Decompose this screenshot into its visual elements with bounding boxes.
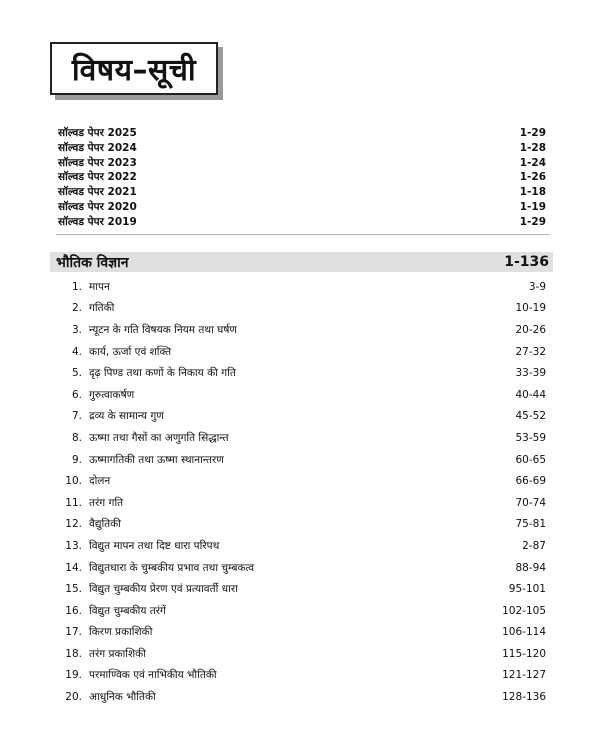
chapter-pages: 115-120 xyxy=(502,647,546,660)
chapter-pages: 106-114 xyxy=(502,626,546,639)
solved-paper-row xyxy=(58,126,546,141)
solved-paper-row xyxy=(58,156,546,171)
chapter-title: कार्य, ऊर्जा एवं शक्ति xyxy=(89,345,172,358)
solved-paper-pages: 1-24 xyxy=(519,156,546,169)
chapter-title: गतिकी xyxy=(89,302,115,315)
chapter-number: 14. xyxy=(65,561,82,574)
chapter-pages: 33-39 xyxy=(515,367,546,380)
chapter-pages: 40-44 xyxy=(515,388,546,401)
contents-heading-box xyxy=(50,42,218,95)
section-pages: 1-136 xyxy=(504,254,549,270)
chapter-title: गुरुत्वाकर्षण xyxy=(89,388,135,401)
chapter-row xyxy=(60,276,546,298)
chapter-row xyxy=(60,535,546,557)
chapter-pages: 60-65 xyxy=(515,453,546,466)
solved-paper-pages: 1-19 xyxy=(519,200,546,213)
chapter-number: 8. xyxy=(71,431,82,444)
solved-paper-pages: 1-18 xyxy=(519,186,546,199)
chapter-number: 10. xyxy=(65,475,82,488)
chapter-row xyxy=(60,557,546,579)
chapter-title: द्रव्य के सामान्य गुण xyxy=(89,410,164,423)
chapter-row xyxy=(60,686,546,708)
chapter-row xyxy=(60,600,546,622)
section-title: भौतिक विज्ञान xyxy=(56,254,129,271)
solved-paper-pages: 1-29 xyxy=(519,215,546,228)
chapter-row xyxy=(60,406,546,428)
chapter-title: विद्युत चुम्बकीय तरंगें xyxy=(89,604,166,617)
section-header xyxy=(50,252,553,272)
chapter-number: 6. xyxy=(71,388,82,401)
chapter-row xyxy=(60,362,546,384)
chapter-title: ऊष्मागतिकी तथा ऊष्मा स्थानान्तरण xyxy=(89,453,224,466)
chapter-number: 7. xyxy=(71,410,82,423)
chapter-pages: 45-52 xyxy=(515,410,546,423)
solved-paper-label: सॉल्वड पेपर 2023 xyxy=(58,156,137,169)
chapter-row xyxy=(60,622,546,644)
solved-paper-label: सॉल्वड पेपर 2024 xyxy=(58,141,137,154)
solved-papers-list xyxy=(58,126,546,230)
chapter-number: 17. xyxy=(65,626,82,639)
chapter-row xyxy=(60,514,546,536)
chapter-row xyxy=(60,319,546,341)
chapter-pages: 66-69 xyxy=(515,475,546,488)
solved-paper-row xyxy=(58,200,546,215)
chapter-number: 4. xyxy=(71,345,82,358)
solved-paper-row xyxy=(58,215,546,230)
divider xyxy=(56,234,550,235)
chapter-number: 18. xyxy=(65,647,82,660)
chapter-number: 12. xyxy=(65,518,82,531)
chapter-pages: 88-94 xyxy=(515,561,546,574)
chapter-title: परमाण्विक एवं नाभिकीय भौतिकी xyxy=(89,669,217,682)
chapter-number: 16. xyxy=(65,604,82,617)
chapter-title: ऊष्मा तथा गैसों का अणुगति सिद्धान्त xyxy=(89,431,229,444)
chapter-pages: 2-87 xyxy=(522,539,546,552)
chapter-pages: 121-127 xyxy=(502,669,546,682)
chapter-title: दोलन xyxy=(89,475,111,488)
chapter-number: 9. xyxy=(71,453,82,466)
solved-paper-row xyxy=(58,185,546,200)
chapter-title: विद्युत चुम्बकीय प्रेरण एवं प्रत्यावर्ती धारा xyxy=(89,583,238,596)
chapter-row xyxy=(60,449,546,471)
chapter-row xyxy=(60,665,546,687)
chapter-title: दृढ़ पिण्ड तथा कणों के निकाय की गति xyxy=(89,367,236,380)
solved-paper-label: सॉल्वड पेपर 2025 xyxy=(58,127,137,139)
solved-paper-pages: 1-29 xyxy=(519,127,546,139)
solved-paper-pages: 1-28 xyxy=(519,141,546,154)
chapter-title: वैद्युतिकी xyxy=(89,518,121,531)
chapter-number: 11. xyxy=(65,496,82,509)
chapter-number: 1. xyxy=(71,280,82,293)
solved-paper-label: सॉल्वड पेपर 2019 xyxy=(58,215,137,228)
chapter-number: 5. xyxy=(71,367,82,380)
chapter-pages: 20-26 xyxy=(515,323,546,336)
chapter-title: विद्युत मापन तथा दिष्ट धारा परिपथ xyxy=(89,539,220,552)
chapter-pages: 102-105 xyxy=(502,604,546,617)
chapter-pages: 27-32 xyxy=(515,345,546,358)
chapter-pages: 128-136 xyxy=(502,691,546,704)
chapter-title: न्यूटन के गति विषयक नियम तथा घर्षण xyxy=(89,323,237,336)
chapter-row xyxy=(60,643,546,665)
chapter-number: 13. xyxy=(65,539,82,552)
chapter-row xyxy=(60,298,546,320)
chapter-row xyxy=(60,384,546,406)
chapter-pages: 53-59 xyxy=(515,431,546,444)
solved-paper-row xyxy=(58,170,546,185)
solved-paper-pages: 1-26 xyxy=(519,171,546,184)
chapter-pages: 70-74 xyxy=(515,496,546,509)
solved-paper-label: सॉल्वड पेपर 2020 xyxy=(58,200,137,213)
chapter-number: 15. xyxy=(65,583,82,596)
chapter-row xyxy=(60,470,546,492)
chapter-title: आधुनिक भौतिकी xyxy=(89,691,156,704)
chapter-number: 2. xyxy=(71,302,82,315)
chapter-row xyxy=(60,492,546,514)
solved-paper-row xyxy=(58,141,546,156)
solved-paper-label: सॉल्वड पेपर 2021 xyxy=(58,186,137,199)
chapter-title: विद्युतधारा के चुम्बकीय प्रभाव तथा चुम्बकत्व xyxy=(89,561,255,574)
chapter-pages: 75-81 xyxy=(515,518,546,531)
chapter-row xyxy=(60,427,546,449)
solved-paper-label: सॉल्वड पेपर 2022 xyxy=(58,171,137,184)
chapter-row xyxy=(60,341,546,363)
chapter-number: 3. xyxy=(71,323,82,336)
chapter-number: 20. xyxy=(65,691,82,704)
chapter-pages: 95-101 xyxy=(508,583,546,596)
contents-heading: विषय–सूची xyxy=(71,53,197,88)
chapter-title: किरण प्रकाशिकी xyxy=(89,626,153,639)
chapter-list xyxy=(60,276,546,708)
chapter-title: मापन xyxy=(89,280,110,293)
chapter-pages: 10-19 xyxy=(515,302,546,315)
chapter-title: तरंग गति xyxy=(89,496,124,509)
chapter-number: 19. xyxy=(65,669,82,682)
chapter-title: तरंग प्रकाशिकी xyxy=(89,647,146,660)
chapter-row xyxy=(60,578,546,600)
chapter-pages: 3-9 xyxy=(528,280,546,293)
